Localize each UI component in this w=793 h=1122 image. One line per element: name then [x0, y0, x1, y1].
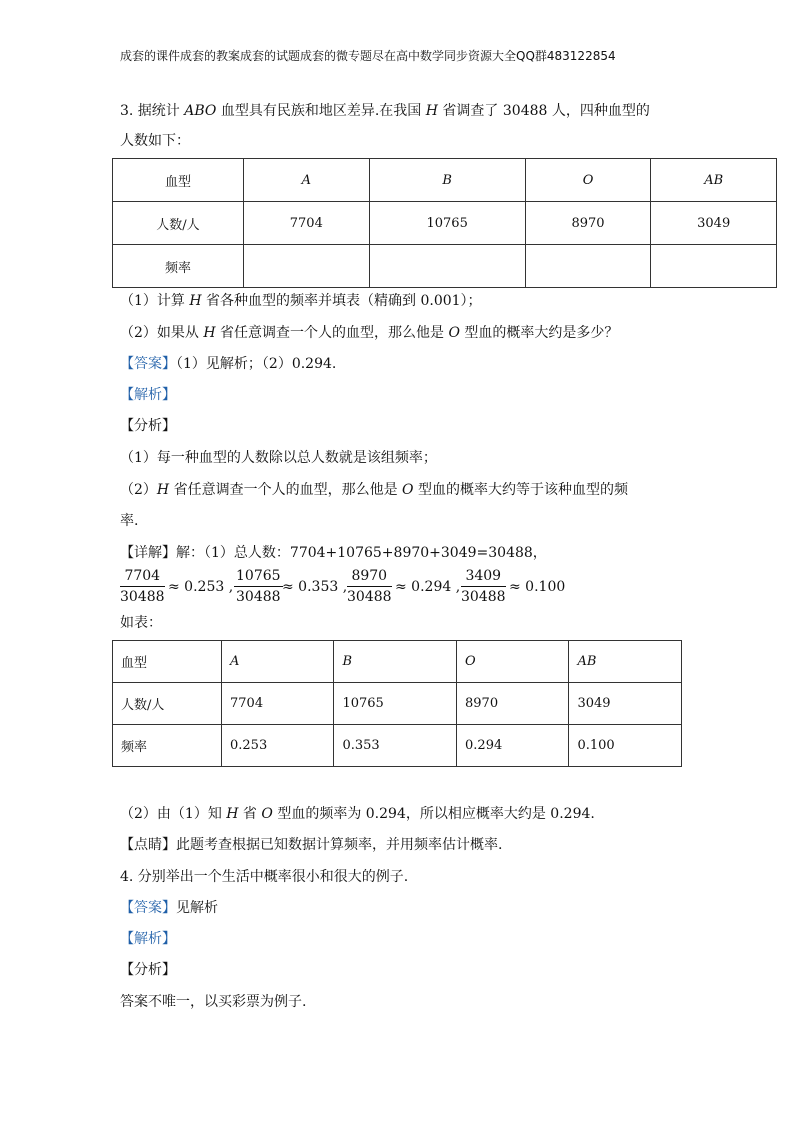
q4-stem: 4. 分别举出一个生活中概率很小和很大的例子. [120, 869, 409, 885]
table-cell [651, 245, 777, 288]
table-cell: 7704 [222, 683, 334, 725]
fraction-denominator: 30488 [120, 589, 165, 605]
table-cell: O [457, 641, 569, 683]
table-cell: O [525, 159, 651, 202]
fraction-denominator: 30488 [347, 589, 392, 605]
conclusion-pre: （2）由（1）知 [120, 806, 227, 822]
table-row [113, 683, 682, 725]
q4-answer [120, 901, 218, 915]
table-cell: 频率 [113, 245, 244, 288]
q3-stem-mid: 血型具有民族和地区差异.在我国 [216, 103, 426, 119]
q3-blank-table [112, 158, 777, 288]
fraction-numerator: 3409 [461, 568, 506, 587]
table-cell: 10765 [334, 683, 457, 725]
table-cell: 8970 [525, 202, 651, 245]
q3-stem-line2: 人数如下： [120, 133, 190, 149]
table-cell [369, 245, 525, 288]
table-cell: 人数/人 [113, 683, 222, 725]
conclusion-mid: 省 [238, 806, 262, 822]
fraction-numerator: 8970 [347, 568, 392, 587]
table-cell [244, 245, 370, 288]
conclusion-post: 型血的频率为 0.294，所以相应概率大约是 0.294. [272, 806, 595, 822]
table-cell: 频率 [113, 725, 222, 767]
fraction-ab [461, 568, 506, 605]
q3-dianjing [120, 838, 502, 852]
q4-final: 答案不唯一，以买彩票为例子. [120, 994, 307, 1010]
fraction-denominator: 30488 [461, 589, 506, 605]
conclusion-o: O [261, 806, 273, 822]
fenxi2-post: 型血的概率大约等于该种血型的频 [413, 482, 628, 498]
fraction-a [120, 568, 165, 605]
table-row [113, 159, 777, 202]
table-row [113, 725, 682, 767]
fraction-numerator: 7704 [120, 568, 165, 587]
table-cell: AB [569, 641, 682, 683]
dianjing-tag: 【点睛】 [120, 837, 176, 853]
table-cell: AB [651, 159, 777, 202]
table-row [113, 202, 777, 245]
detail-text: 解：（1）总人数：7704+10765+8970+3049=30488， [176, 545, 547, 561]
q3-stem-abo: ABO [184, 103, 217, 119]
fraction-b-approx: ≈ 0.353 , [282, 579, 348, 595]
rubiao: 如表： [120, 615, 162, 631]
fraction-ab-approx: ≈ 0.100 [509, 579, 566, 595]
table-cell: 8970 [457, 683, 569, 725]
table-cell: A [244, 159, 370, 202]
q3-answer [120, 357, 336, 371]
q3-sub2-post: 型血的概率大约是多少？ [459, 325, 619, 341]
q3-sub2-o: O [448, 325, 460, 341]
table-cell: 0.353 [334, 725, 457, 767]
fenxi-line2-cont: 率. [120, 513, 139, 529]
conclusion-h: H [226, 806, 239, 822]
jiexi-tag: 【解析】 [120, 387, 176, 403]
fenxi2-mid: 省任意调查一个人的血型，那么他是 [169, 482, 403, 498]
q3-conclusion [120, 807, 595, 821]
q3-stem-h: H [425, 103, 438, 119]
fenxi-line2 [120, 483, 628, 497]
table-cell: 血型 [113, 159, 244, 202]
table-cell: 7704 [244, 202, 370, 245]
q3-sub2-pre: （2）如果从 [120, 325, 204, 341]
q3-sub1-post: 省各种血型的频率并填表（精确到 0.001）； [201, 293, 482, 309]
page-header: 成套的课件成套的教案成套的试题成套的微专题尽在高中数学同步资源大全QQ群483122854 [120, 49, 616, 63]
fenxi-tag: 【分析】 [120, 418, 176, 434]
fenxi2-h: H [156, 482, 170, 498]
q3-sub1 [120, 294, 482, 308]
q3-stem-line1 [120, 104, 650, 118]
fraction-numerator: 10765 [234, 568, 283, 587]
table-cell: 人数/人 [113, 202, 244, 245]
table-cell: 0.294 [457, 725, 569, 767]
table-row [113, 245, 777, 288]
q3-sub1-pre: （1）计算 [120, 293, 190, 309]
q4-fenxi-tag: 【分析】 [120, 962, 176, 978]
answer-text: （1）见解析；（2）0.294. [176, 356, 337, 372]
q3-sub2-mid: 省任意调查一个人的血型，那么他是 [215, 325, 449, 341]
table-cell [525, 245, 651, 288]
fraction-b [234, 568, 283, 605]
table-cell: 10765 [369, 202, 525, 245]
table-row [113, 641, 682, 683]
q3-stem-prefix: 3. 据统计 [120, 103, 185, 119]
q4-jiexi-tag: 【解析】 [120, 931, 176, 947]
fenxi-line1: （1）每一种血型的人数除以总人数就是该组频率； [120, 450, 437, 466]
table-cell: 3049 [569, 683, 682, 725]
answer-text: 见解析 [176, 900, 218, 916]
q3-sub2 [120, 326, 618, 340]
detail-tag: 【详解】 [120, 545, 176, 561]
detail-line [120, 546, 547, 560]
dianjing-text: 此题考查根据已知数据计算频率，并用频率估计概率. [176, 837, 503, 853]
fenxi2-pre: （2） [120, 482, 157, 498]
q3-sub2-h: H [203, 325, 216, 341]
fraction-o-approx: ≈ 0.294 , [395, 579, 461, 595]
q3-stem-post: 省调查了 30488 人，四种血型的 [437, 103, 650, 119]
fraction-o [347, 568, 392, 605]
table-cell: A [222, 641, 334, 683]
table-cell: 3049 [651, 202, 777, 245]
fraction-denominator: 30488 [236, 589, 281, 605]
table-cell: B [369, 159, 525, 202]
fraction-a-approx: ≈ 0.253 , [168, 579, 234, 595]
table-cell: 血型 [113, 641, 222, 683]
table-cell: 0.253 [222, 725, 334, 767]
table-cell: B [334, 641, 457, 683]
fenxi2-o: O [402, 482, 414, 498]
answer-tag: 【答案】 [120, 900, 176, 916]
answer-tag: 【答案】 [120, 356, 176, 372]
q3-result-table [112, 640, 682, 767]
q3-sub1-h: H [189, 293, 202, 309]
table-cell: 0.100 [569, 725, 682, 767]
